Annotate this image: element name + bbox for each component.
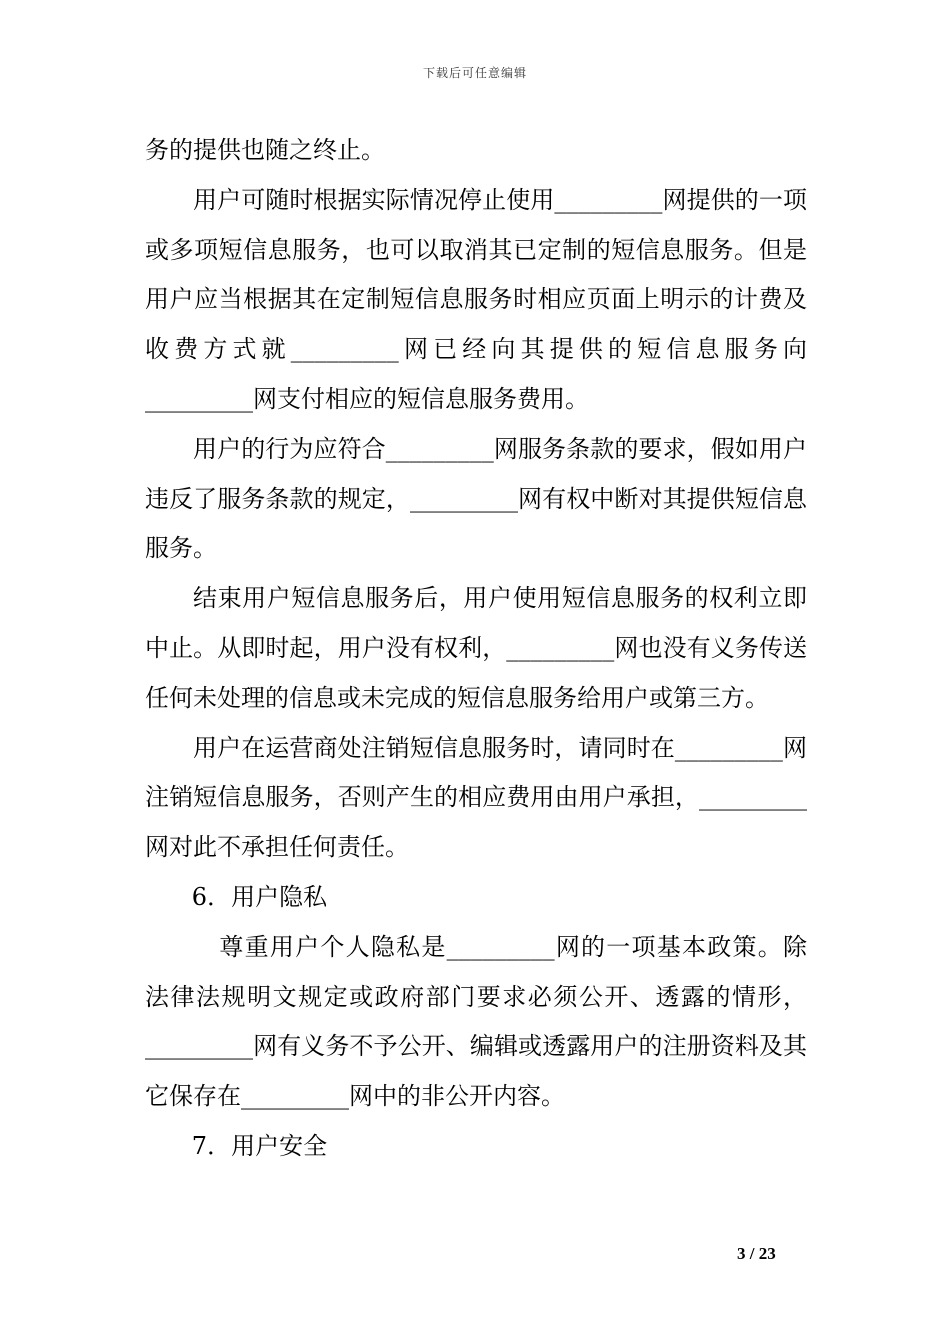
- paragraph-continuation: 务的提供也随之终止。: [145, 136, 385, 164]
- paragraph-service-end: 结束用户短信息服务后，用户使用短信息服务的权利立即中止。从即时起，用户没有权利，_________网也没有义务传送任何未处理的信息或未完成的短信息服务给用户或第三方。: [145, 584, 807, 712]
- section-heading-privacy: 6．用户隐私: [191, 882, 328, 911]
- paragraph-privacy: 尊重用户个人隐私是_________网的一项基本政策。除法律法规明文规定或政府部门要求必须公开、透露的情形，_________网有义务不予公开、编辑或透露用户的注册资料及其它保存在_________网中的非公开内容。: [145, 932, 807, 1111]
- document-body: [145, 126, 807, 1172]
- page-number: 3 / 23: [737, 1244, 776, 1263]
- paragraph-stop-service: 用户可随时根据实际情况停止使用_________网提供的一项或多项短信息服务，也可以取消其已定制的短信息服务。但是用户应当根据其在定制短信息服务时相应页面上明示的计费及收费方式就_________网已经向其提供的短信息服务向_________网支付相应的短信息服务费用。: [145, 185, 807, 413]
- section-heading-security: 7．用户安全: [191, 1131, 328, 1160]
- paragraph-user-conduct: 用户的行为应符合_________网服务条款的要求，假如用户违反了服务条款的规定，_________网有权中断对其提供短信息服务。: [145, 434, 807, 563]
- page-header: 下载后可任意编辑: [422, 66, 527, 80]
- paragraph-cancel-service: 用户在运营商处注销短信息服务时，请同时在_________网注销短信息服务，否则产生的相应费用由用户承担，_________网对此不承担任何责任。: [145, 733, 807, 862]
